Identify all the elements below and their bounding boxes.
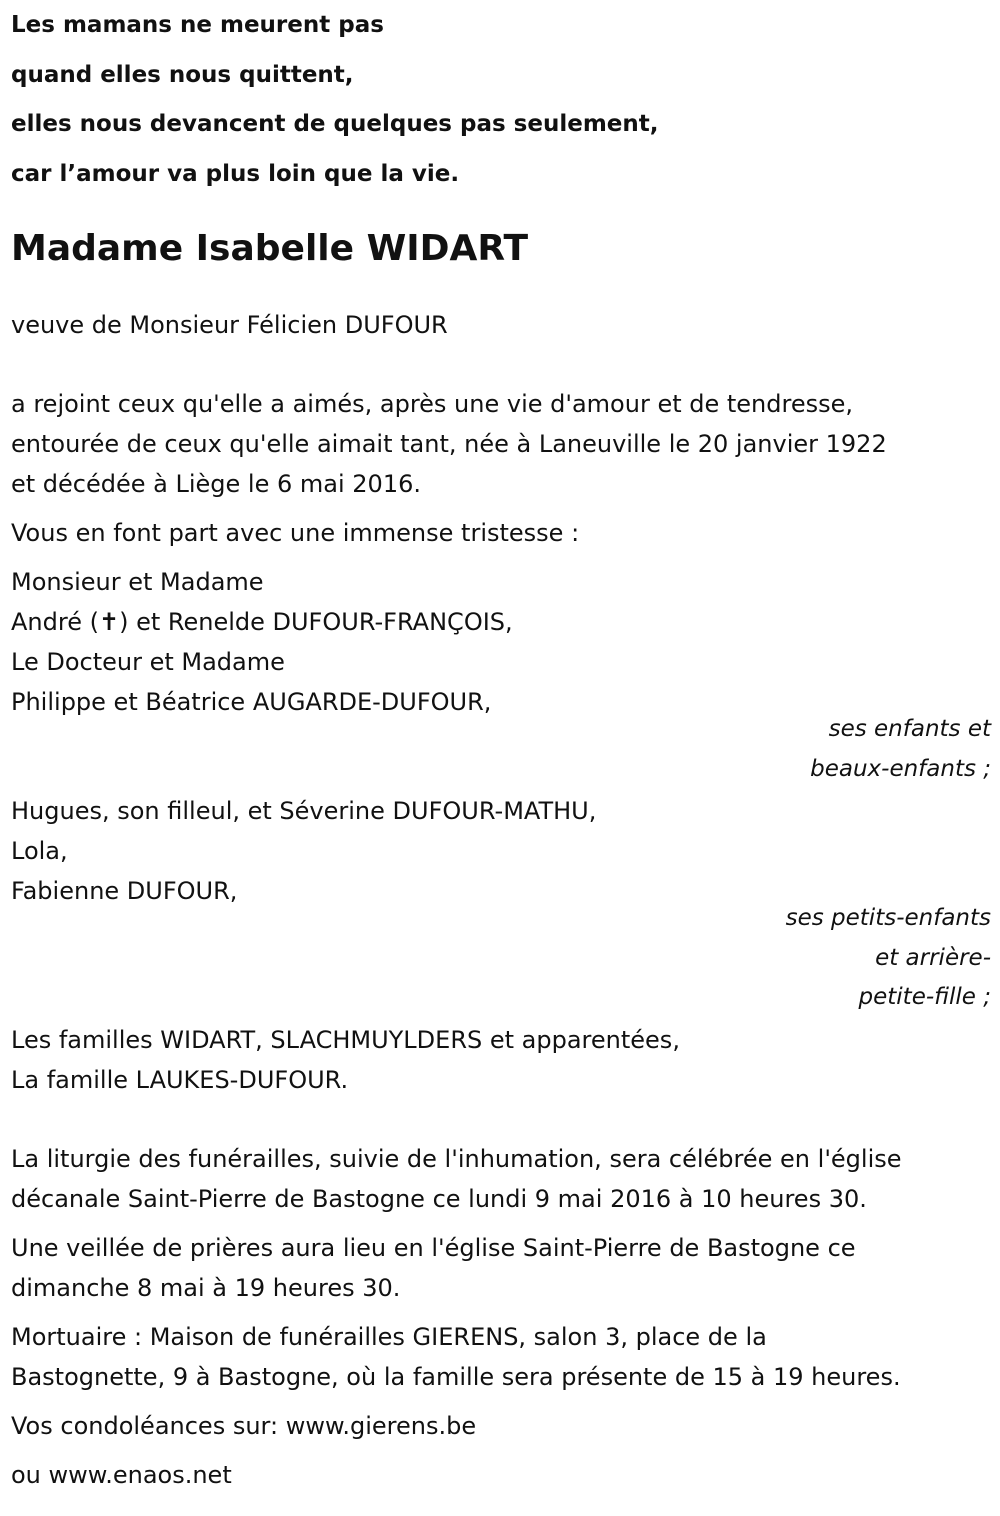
children-line: Philippe et Béatrice AUGARDE-DUFOUR, bbox=[11, 688, 492, 716]
obituary-notice bbox=[11, 0, 991, 1495]
condolences-line: Vos condoléances sur: www.gierens.be bbox=[11, 1411, 477, 1440]
mortuary-line: Mortuaire : Maison de funérailles GIERENS, salon 3, place de la bbox=[11, 1322, 767, 1351]
announcement-line: entourée de ceux qu'elle aimait tant, née à Laneuville le 20 janvier 1922 bbox=[11, 430, 887, 458]
grandchildren-line: Fabienne DUFOUR, bbox=[11, 877, 238, 905]
children-line: Monsieur et Madame bbox=[11, 568, 264, 596]
grandchildren-role bbox=[11, 899, 991, 1018]
children-line: André (✝) et Renelde DUFOUR-FRANÇOIS, bbox=[11, 608, 513, 636]
poem-line: elles nous devancent de quelques pas seulement, bbox=[11, 111, 659, 137]
children-line: Le Docteur et Madame bbox=[11, 648, 285, 676]
grandchildren-list bbox=[11, 791, 991, 911]
vigil-line: dimanche 8 mai à 19 heures 30. bbox=[11, 1273, 401, 1302]
children-list bbox=[11, 562, 991, 722]
liturgy-line: décanale Saint-Pierre de Bastogne ce lundi 9 mai 2016 à 10 heures 30. bbox=[11, 1184, 867, 1213]
announcement-line: et décédée à Liège le 6 mai 2016. bbox=[11, 470, 421, 498]
poem-line: Les mamans ne meurent pas bbox=[11, 12, 384, 38]
poem-line: car l’amour va plus loin que la vie. bbox=[11, 160, 460, 187]
grandchildren-role-line: petite-fille ; bbox=[858, 984, 991, 1010]
families-list bbox=[11, 1020, 991, 1100]
poem-line: quand elles nous quittent, bbox=[11, 61, 354, 88]
families-line: Les familles WIDART, SLACHMUYLDERS et apparentées, bbox=[11, 1025, 680, 1054]
children-role-line: ses enfants et bbox=[828, 716, 991, 742]
grandchildren-role-line: ses petits-enfants bbox=[785, 905, 991, 931]
grandchildren-line: Lola, bbox=[11, 837, 68, 865]
mortuary-paragraph bbox=[11, 1317, 991, 1397]
condolences-alt-line: ou www.enaos.net bbox=[11, 1460, 232, 1489]
vigil-paragraph bbox=[11, 1228, 991, 1308]
intro-line: Vous en font part avec une immense tristesse : bbox=[11, 519, 580, 547]
deceased-name: Madame Isabelle WIDART bbox=[11, 228, 529, 269]
vigil-line: Une veillée de prières aura lieu en l'église Saint-Pierre de Bastogne ce bbox=[11, 1233, 856, 1262]
memorial-poem bbox=[11, 0, 991, 199]
families-line: La famille LAUKES-DUFOUR. bbox=[11, 1065, 349, 1094]
liturgy-line: La liturgie des funérailles, suivie de l'inhumation, sera célébrée en l'église bbox=[11, 1144, 902, 1173]
children-role-line: beaux-enfants ; bbox=[810, 755, 991, 782]
mortuary-line: Bastognette, 9 à Bastogne, où la famille sera présente de 15 à 19 heures. bbox=[11, 1362, 901, 1391]
announcement-line: a rejoint ceux qu'elle a aimés, après une vie d'amour et de tendresse, bbox=[11, 390, 854, 418]
liturgy-paragraph bbox=[11, 1139, 991, 1219]
grandchildren-role-line: et arrière- bbox=[875, 944, 991, 971]
grandchildren-line: Hugues, son filleul, et Séverine DUFOUR-MATHU, bbox=[11, 797, 597, 825]
spouse-line: veuve de Monsieur Félicien DUFOUR bbox=[11, 311, 448, 339]
announcement-paragraph bbox=[11, 384, 991, 504]
